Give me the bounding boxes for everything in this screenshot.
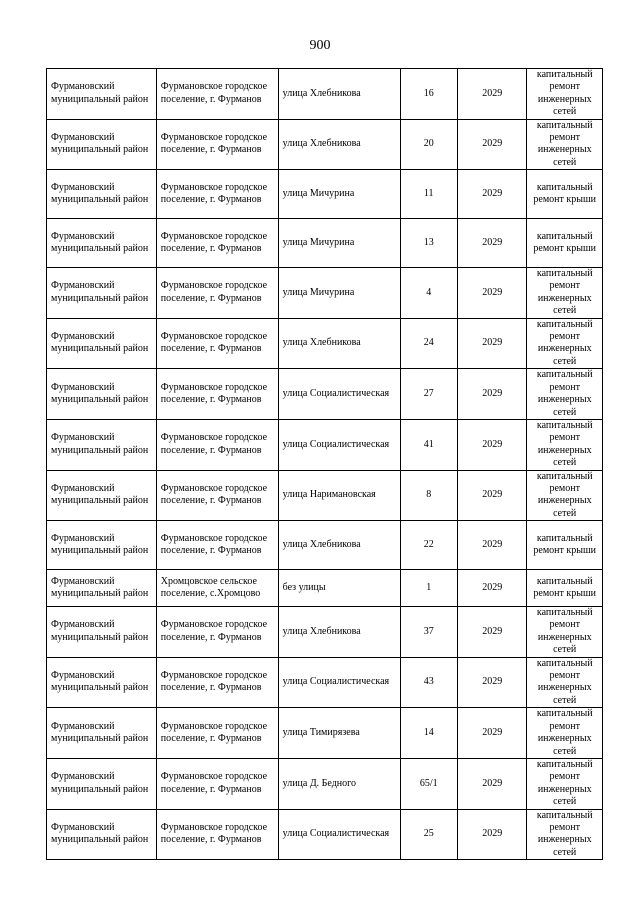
year-cell: 2029 — [457, 268, 527, 319]
settlement-cell: Фурмановское городское поселение, г. Фурманов — [156, 657, 278, 708]
settlement-cell: Фурмановское городское поселение, г. Фурманов — [156, 69, 278, 120]
house-number-cell: 16 — [400, 69, 457, 120]
street-cell: улица Хлебникова — [278, 318, 400, 369]
year-cell: 2029 — [457, 369, 527, 420]
work-type-cell: капитальный ремонт инженерных сетей — [527, 470, 603, 521]
year-cell: 2029 — [457, 470, 527, 521]
table-row — [47, 69, 603, 120]
district-cell: Фурмановский муниципальный район — [47, 470, 157, 521]
district-cell: Фурмановский муниципальный район — [47, 119, 157, 170]
street-cell: улица Мичурина — [278, 170, 400, 219]
year-cell: 2029 — [457, 219, 527, 268]
table-row — [47, 758, 603, 809]
table-row — [47, 119, 603, 170]
table-row — [47, 809, 603, 860]
settlement-cell: Фурмановское городское поселение, г. Фурманов — [156, 268, 278, 319]
settlement-cell: Фурмановское городское поселение, г. Фурманов — [156, 758, 278, 809]
work-type-cell: капитальный ремонт инженерных сетей — [527, 419, 603, 470]
district-cell: Фурмановский муниципальный район — [47, 570, 157, 607]
district-cell: Фурмановский муниципальный район — [47, 758, 157, 809]
house-number-cell: 22 — [400, 521, 457, 570]
year-cell: 2029 — [457, 607, 527, 658]
district-cell: Фурмановский муниципальный район — [47, 170, 157, 219]
table-row — [47, 607, 603, 658]
district-cell: Фурмановский муниципальный район — [47, 521, 157, 570]
settlement-cell: Фурмановское городское поселение, г. Фурманов — [156, 708, 278, 759]
district-cell: Фурмановский муниципальный район — [47, 318, 157, 369]
house-number-cell: 24 — [400, 318, 457, 369]
table-row — [47, 708, 603, 759]
year-cell: 2029 — [457, 657, 527, 708]
year-cell: 2029 — [457, 809, 527, 860]
housing-repair-table — [46, 68, 603, 860]
work-type-cell: капитальный ремонт крыши — [527, 219, 603, 268]
settlement-cell: Фурмановское городское поселение, г. Фурманов — [156, 470, 278, 521]
work-type-cell: капитальный ремонт инженерных сетей — [527, 69, 603, 120]
house-number-cell: 1 — [400, 570, 457, 607]
work-type-cell: капитальный ремонт инженерных сетей — [527, 758, 603, 809]
table-row — [47, 318, 603, 369]
street-cell: улица Хлебникова — [278, 607, 400, 658]
street-cell: улица Хлебникова — [278, 119, 400, 170]
work-type-cell: капитальный ремонт крыши — [527, 570, 603, 607]
house-number-cell: 37 — [400, 607, 457, 658]
street-cell: улица Хлебникова — [278, 69, 400, 120]
house-number-cell: 14 — [400, 708, 457, 759]
work-type-cell: капитальный ремонт инженерных сетей — [527, 119, 603, 170]
table-row — [47, 219, 603, 268]
table-body — [47, 69, 603, 860]
table-row — [47, 521, 603, 570]
work-type-cell: капитальный ремонт крыши — [527, 170, 603, 219]
district-cell: Фурмановский муниципальный район — [47, 809, 157, 860]
table-row — [47, 419, 603, 470]
house-number-cell: 65/1 — [400, 758, 457, 809]
year-cell: 2029 — [457, 69, 527, 120]
settlement-cell: Фурмановское городское поселение, г. Фурманов — [156, 369, 278, 420]
settlement-cell: Фурмановское городское поселение, г. Фурманов — [156, 318, 278, 369]
page-number: 900 — [309, 38, 331, 53]
year-cell: 2029 — [457, 318, 527, 369]
district-cell: Фурмановский муниципальный район — [47, 369, 157, 420]
settlement-cell: Фурмановское городское поселение, г. Фурманов — [156, 809, 278, 860]
settlement-cell: Фурмановское городское поселение, г. Фурманов — [156, 419, 278, 470]
district-cell: Фурмановский муниципальный район — [47, 419, 157, 470]
work-type-cell: капитальный ремонт инженерных сетей — [527, 607, 603, 658]
settlement-cell: Фурмановское городское поселение, г. Фурманов — [156, 521, 278, 570]
settlement-cell: Фурмановское городское поселение, г. Фурманов — [156, 607, 278, 658]
house-number-cell: 20 — [400, 119, 457, 170]
district-cell: Фурмановский муниципальный район — [47, 268, 157, 319]
year-cell: 2029 — [457, 119, 527, 170]
work-type-cell: капитальный ремонт инженерных сетей — [527, 708, 603, 759]
settlement-cell: Фурмановское городское поселение, г. Фурманов — [156, 219, 278, 268]
street-cell: улица Наримановская — [278, 470, 400, 521]
table-row — [47, 657, 603, 708]
district-cell: Фурмановский муниципальный район — [47, 69, 157, 120]
table-row — [47, 170, 603, 219]
table-row — [47, 369, 603, 420]
district-cell: Фурмановский муниципальный район — [47, 219, 157, 268]
year-cell: 2029 — [457, 570, 527, 607]
table-row — [47, 268, 603, 319]
house-number-cell: 13 — [400, 219, 457, 268]
district-cell: Фурмановский муниципальный район — [47, 708, 157, 759]
table-row — [47, 470, 603, 521]
house-number-cell: 27 — [400, 369, 457, 420]
house-number-cell: 8 — [400, 470, 457, 521]
street-cell: улица Мичурина — [278, 219, 400, 268]
street-cell: улица Социалистическая — [278, 809, 400, 860]
work-type-cell: капитальный ремонт инженерных сетей — [527, 268, 603, 319]
street-cell: без улицы — [278, 570, 400, 607]
year-cell: 2029 — [457, 758, 527, 809]
district-cell: Фурмановский муниципальный район — [47, 607, 157, 658]
year-cell: 2029 — [457, 419, 527, 470]
house-number-cell: 4 — [400, 268, 457, 319]
house-number-cell: 25 — [400, 809, 457, 860]
house-number-cell: 43 — [400, 657, 457, 708]
district-cell: Фурмановский муниципальный район — [47, 657, 157, 708]
work-type-cell: капитальный ремонт крыши — [527, 521, 603, 570]
year-cell: 2029 — [457, 521, 527, 570]
street-cell: улица Социалистическая — [278, 419, 400, 470]
work-type-cell: капитальный ремонт инженерных сетей — [527, 657, 603, 708]
table-row — [47, 570, 603, 607]
work-type-cell: капитальный ремонт инженерных сетей — [527, 369, 603, 420]
street-cell: улица Тимирязева — [278, 708, 400, 759]
settlement-cell: Фурмановское городское поселение, г. Фурманов — [156, 170, 278, 219]
street-cell: улица Д. Бедного — [278, 758, 400, 809]
street-cell: улица Социалистическая — [278, 657, 400, 708]
work-type-cell: капитальный ремонт инженерных сетей — [527, 318, 603, 369]
settlement-cell: Хромцовское сельское поселение, с.Хромцово — [156, 570, 278, 607]
year-cell: 2029 — [457, 708, 527, 759]
street-cell: улица Социалистическая — [278, 369, 400, 420]
year-cell: 2029 — [457, 170, 527, 219]
house-number-cell: 41 — [400, 419, 457, 470]
house-number-cell: 11 — [400, 170, 457, 219]
street-cell: улица Хлебникова — [278, 521, 400, 570]
street-cell: улица Мичурина — [278, 268, 400, 319]
settlement-cell: Фурмановское городское поселение, г. Фурманов — [156, 119, 278, 170]
work-type-cell: капитальный ремонт инженерных сетей — [527, 809, 603, 860]
